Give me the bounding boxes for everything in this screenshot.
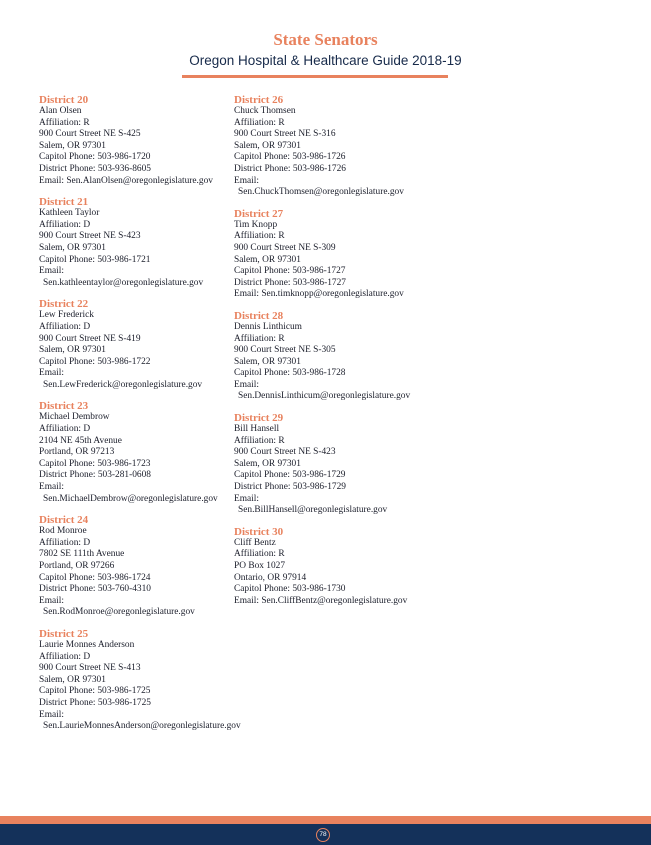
district-detail-line: Affiliation: R [234,333,285,344]
district-detail-line: Salem, OR 97301 [39,242,106,253]
district-detail-line: Chuck Thomsen [234,106,296,116]
district-detail-line: Affiliation: D [39,424,91,435]
district-detail-line: Email: [39,266,64,277]
district-detail-line: Salem, OR 97301 [234,458,301,469]
district-detail-line: 900 Court Street NE S-425 [39,129,141,140]
email-address: Sen.BillHansell@oregonlegislature.gov [238,505,388,516]
district-detail-line: Affiliation: D [39,537,91,548]
email-address: Sen.RodMonroe@oregonlegislature.gov [43,607,195,618]
page-number: 78 [316,828,330,842]
district-detail-line: Ontario, OR 97914 [234,572,307,583]
district-heading: District 30 [234,525,284,538]
district-heading: District 23 [39,400,89,413]
district-detail-line: Portland, OR 97266 [39,561,115,571]
district-detail-line: Salem, OR 97301 [39,140,106,151]
district-entry [39,196,229,289]
district-detail-line: Affiliation: R [234,435,285,446]
district-detail-line: Cliff Bentz [234,537,276,548]
district-detail-line: Dennis Linthicum [234,321,302,332]
district-detail-line: District Phone: 503-936-8605 [39,163,151,174]
district-detail-line: Salem, OR 97301 [234,140,301,151]
district-detail-line: Capitol Phone: 503-986-1723 [39,458,151,469]
district-detail-line: Capitol Phone: 503-986-1726 [234,152,346,163]
district-detail-line: Capitol Phone: 503-986-1727 [234,266,346,277]
district-heading: District 22 [39,298,89,311]
email-address: Sen.DennisLinthicum@oregonlegislature.gov [238,391,411,402]
district-detail-line: Affiliation: R [234,117,285,128]
district-detail-line: Salem, OR 97301 [234,254,301,265]
district-heading: District 26 [234,94,284,106]
district-detail-line: Affiliation: R [39,117,90,128]
email-address: Sen.MichaelDembrow@oregonlegislature.gov [43,493,218,504]
district-detail-line: 900 Court Street NE S-423 [39,231,141,242]
district-detail-line: 900 Court Street NE S-305 [234,345,336,356]
district-detail-line: Capitol Phone: 503-986-1724 [39,572,151,583]
district-detail-line: Lew Frederick [39,310,94,321]
district-detail-line: Capitol Phone: 503-986-1725 [39,686,151,697]
district-detail-line: Affiliation: D [39,651,91,662]
district-entry [234,208,434,301]
district-detail-line: Affiliation: D [39,321,91,332]
district-detail-line: District Phone: 503-986-1727 [234,277,346,288]
district-entry [39,400,229,505]
page-title: State Senators [273,30,378,49]
district-entry [234,310,434,403]
district-heading: District 27 [234,207,284,220]
district-entry [234,412,434,517]
district-detail-line: PO Box 1027 [234,561,286,571]
district-detail-line: 900 Court Street NE S-316 [234,129,336,140]
district-detail-line: District Phone: 503-760-4310 [39,584,151,595]
district-detail-line: Salem, OR 97301 [39,674,106,685]
district-detail-line: Tim Knopp [234,219,278,230]
footer-accent-band [0,816,651,824]
district-detail-line: Michael Dembrow [39,412,110,423]
district-detail-line: Capitol Phone: 503-986-1729 [234,470,346,481]
district-detail-line: Kathleen Taylor [39,208,100,219]
district-heading: District 21 [39,196,89,209]
district-detail-line: 900 Court Street NE S-419 [39,333,141,344]
district-detail-line: Salem, OR 97301 [234,356,301,367]
district-detail-line: Email: [39,482,64,493]
district-detail-line: Capitol Phone: 503-986-1722 [39,356,151,367]
email-address: Sen.ChuckThomsen@oregonlegislature.gov [238,187,404,198]
page-subtitle: Oregon Hospital & Healthcare Guide 2018-19 [189,53,462,68]
district-detail-line: 900 Court Street NE S-309 [234,242,336,253]
district-detail-line: Email: [234,379,259,390]
district-detail-line: Email: Sen.timknopp@oregonlegislature.gov [234,289,404,300]
district-detail-line: Email: [234,175,259,186]
district-detail-line: Email: [234,493,259,504]
district-detail-line: 900 Court Street NE S-413 [39,663,141,674]
district-detail-line: Alan Olsen [39,106,82,116]
district-heading: District 20 [39,94,89,106]
district-entry [39,94,229,187]
district-entry [234,94,434,199]
district-detail-line: Email: [39,709,64,720]
district-detail-line: District Phone: 503-986-1729 [234,482,346,493]
district-detail-line: Capitol Phone: 503-986-1720 [39,152,151,163]
title-divider [182,75,448,78]
district-entry [39,627,241,733]
district-detail-line: District Phone: 503-281-0608 [39,470,151,481]
district-entry [39,298,229,391]
email-address: Sen.LaurieMonnesAnderson@oregonlegislature.gov [43,721,241,732]
district-detail-line: District Phone: 503-986-1726 [234,163,346,174]
district-detail-line: Salem, OR 97301 [39,345,106,356]
district-detail-line: District Phone: 503-986-1725 [39,697,151,708]
district-detail-line: Email: [39,368,64,379]
district-detail-line: Laurie Monnes Anderson [39,639,135,650]
district-detail-line: Email: Sen.CliffBentz@oregonlegislature.gov [234,595,408,606]
district-detail-line: Email: [39,595,64,606]
district-heading: District 25 [39,627,89,640]
senators-column-right [234,94,434,616]
district-detail-line: Affiliation: R [234,549,285,560]
district-detail-line: Affiliation: D [39,219,91,230]
district-detail-line: Rod Monroe [39,526,87,537]
district-detail-line: Capitol Phone: 503-986-1721 [39,254,151,265]
email-address: Sen.LewFrederick@oregonlegislature.gov [43,379,203,390]
district-detail-line: Email: Sen.AlanOlsen@oregonlegislature.gov [39,175,213,186]
district-entry [234,526,434,608]
district-detail-line: 7802 SE 111th Avenue [39,549,125,560]
district-detail-line: Portland, OR 97213 [39,447,115,458]
district-detail-line: Capitol Phone: 503-986-1728 [234,368,346,379]
district-heading: District 28 [234,309,284,322]
district-detail-line: Bill Hansell [234,424,280,435]
district-heading: District 29 [234,412,284,425]
email-address: Sen.kathleentaylor@oregonlegislature.gov [43,277,204,288]
district-heading: District 24 [39,514,89,527]
district-detail-line: Capitol Phone: 503-986-1730 [234,584,346,595]
district-detail-line: 2104 NE 45th Avenue [39,435,122,446]
district-entry [39,514,229,619]
district-detail-line: Affiliation: R [234,231,285,242]
senators-column-left [39,94,241,742]
district-detail-line: 900 Court Street NE S-423 [234,447,336,458]
